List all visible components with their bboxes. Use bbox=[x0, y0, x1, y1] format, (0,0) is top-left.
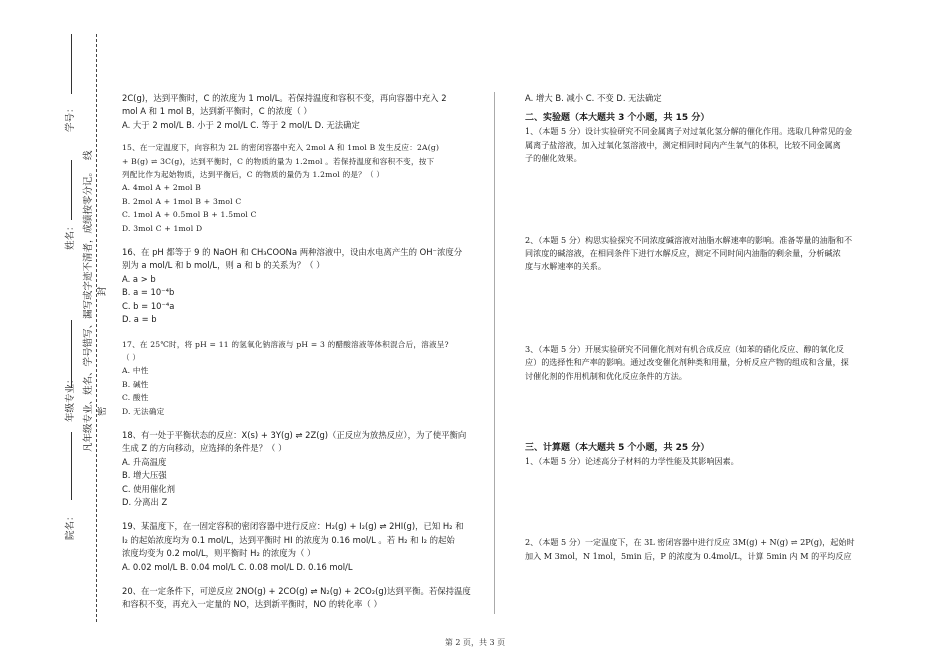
calc-1: 1、（本题 5 分）论述高分子材料的力学性能及其影响因素。 bbox=[525, 456, 739, 467]
question-19 bbox=[122, 520, 472, 574]
q19-line: I₂ 的起始浓度均为 0.1 mol/L，达到平衡时 HI 的浓度为 0.16 mol/L 。若 H₂ 和 I₂ 的起始 bbox=[122, 534, 455, 545]
q17-option: C. 酸性 bbox=[122, 393, 149, 403]
school-label: 院名： bbox=[65, 511, 76, 540]
experiment-2 bbox=[525, 234, 881, 274]
calc-2 bbox=[525, 536, 881, 563]
q17-line: （ ） bbox=[122, 352, 141, 362]
q16-option: D. a = b bbox=[122, 314, 157, 325]
q18-option: D. 分离出 Z bbox=[122, 496, 168, 507]
page-footer: 第 2 页，共 3 页 bbox=[444, 638, 506, 647]
section-3-title: 三、计算题（本大题共 5 个小题，共 25 分） bbox=[525, 443, 710, 454]
student-id-label: 学号： bbox=[65, 103, 76, 132]
q14-options: A. 大于 2 mol/L B. 小于 2 mol/L C. 等于 2 mol/L D. 无法确定 bbox=[122, 119, 360, 130]
exp2-line: 度与水解速率的关系。 bbox=[525, 261, 606, 272]
binding-margin bbox=[40, 32, 110, 622]
exp1-line: 子的催化效果。 bbox=[525, 153, 582, 164]
q15-line: 15、在一定温度下，向容积为 2L 的密闭容器中充入 2mol A 和 1mol B 发生反应：2A(g) bbox=[122, 143, 440, 153]
question-15 bbox=[122, 141, 472, 235]
q17-option: B. 碱性 bbox=[122, 379, 149, 389]
question-20 bbox=[122, 585, 472, 612]
right-column bbox=[525, 92, 881, 563]
q16-line: 别为 a mol/L 和 b mol/L，则 a 和 b 的关系为？（ ） bbox=[122, 260, 325, 271]
exp1-line: 属离子盐溶液，加入过氧化氢溶液中，测定相同时间内产生氧气的体积，比较不同金属离 bbox=[525, 139, 841, 150]
q18-line: 18、有一处于平衡状态的反应：X(s) + 3Y(g) ⇌ 2Z(g)（正反应为放热反应），为了使平衡向 bbox=[122, 429, 467, 440]
q17-option: A. 中性 bbox=[122, 366, 149, 376]
q15-line: 列配比作为起始物质，达到平衡后，C 的物质的量仍为 1.2mol 的是？（ ） bbox=[122, 170, 385, 180]
name-underline bbox=[71, 160, 72, 220]
q18-option: B. 增大压强 bbox=[122, 470, 167, 481]
q14-line: 2C(g)，达到平衡时，C 的浓度为 1 mol/L。若保持温度和容积不变，再向容器中充入 2 bbox=[122, 93, 447, 103]
q15-line: + B(g) ⇌ 3C(g)，达到平衡时，C 的物质的量为 1.2mol 。若保持温度和容积不变，按下 bbox=[122, 156, 435, 166]
name-label: 姓名： bbox=[65, 221, 76, 250]
secret-label: 密 bbox=[97, 406, 108, 416]
seal-label: 封 bbox=[97, 286, 108, 296]
exp3-line: 讨催化剂的作用机制和优化反应条件的方法。 bbox=[525, 370, 687, 381]
q17-option: D. 无法确定 bbox=[122, 406, 165, 416]
q20-options: A. 增大 B. 减小 C. 不变 D. 无法确定 bbox=[525, 93, 662, 103]
school-underline bbox=[71, 432, 72, 500]
exp2-line: 2、（本题 5 分）构思实验探究不同浓度碱溶液对油脂水解速率的影响。准备等量的油脂和不 bbox=[525, 234, 853, 245]
grade-underline bbox=[71, 320, 72, 388]
experiment-1 bbox=[525, 125, 881, 165]
q16-option: B. a = 10⁻⁴b bbox=[122, 287, 175, 298]
student-id-underline bbox=[71, 34, 72, 94]
question-16 bbox=[122, 246, 472, 326]
q19-line: 浓度均变为 0.2 mol/L，则平衡时 H₂ 的浓度为（ ） bbox=[122, 548, 316, 559]
exp3-line: 应）的选择性和产率的影响。通过改变催化剂种类和用量，分析反应产物的组成和含量，探 bbox=[525, 357, 849, 368]
q14-line: mol A 和 1 mol B，达到新平衡时，C 的浓度（ ） bbox=[122, 106, 312, 117]
q17-line: 17、在 25℃时，将 pH = 11 的氢氧化钠溶液与 pH = 3 的醋酸溶液等体积混合后，溶液呈? bbox=[122, 339, 449, 349]
section-2-title: 二、实验题（本大题共 3 个小题，共 15 分） bbox=[525, 113, 710, 124]
q20-line: 20、在一定条件下，可逆反应 2NO(g) + 2CO(g) ⇌ N₂(g) + 2CO₂(g)达到平衡。若保持温度 bbox=[122, 586, 471, 596]
binding-dashed-line bbox=[96, 34, 97, 622]
exp1-line: 1、（本题 5 分）设计实验研究不同金属离子对过氧化氢分解的催化作用。选取几种常见的金 bbox=[525, 126, 853, 137]
margin-instruction: 凡年级专业、姓名、学号错写、漏写或字迹不清者，成绩按零分记。 bbox=[83, 166, 94, 452]
q15-option: D. 3mol C + 1mol D bbox=[122, 223, 203, 233]
seal-line-label: 线 bbox=[83, 150, 94, 160]
q18-line: 生成 Z 的方向移动，应选择的条件是？（ ） bbox=[122, 443, 287, 454]
q15-option: A. 4mol A + 2mol B bbox=[122, 183, 202, 193]
experiment-3 bbox=[525, 343, 881, 383]
q16-line: 16、在 pH 都等于 9 的 NaOH 和 CH₃COONa 两种溶液中，设由水电离产生的 OH⁻浓度分 bbox=[122, 247, 463, 258]
calc2-line: 加入 M 3mol，N 1mol，5min 后，P 的浓度为 0.4mol/L，计算 5min 内 M 的平均反应 bbox=[525, 550, 852, 561]
q16-option: C. b = 10⁻⁴a bbox=[122, 300, 175, 311]
q15-option: B. 2mol A + 1mol B + 3mol C bbox=[122, 196, 242, 206]
column-divider bbox=[494, 92, 495, 614]
calc2-line: 2、（本题 5 分）一定温度下，在 3L 密闭容器中进行反应 3M(g) + N(g) ⇌ 2P(g)，起始时 bbox=[525, 537, 855, 548]
q19-options: A. 0.02 mol/L B. 0.04 mol/L C. 0.08 mol/L D. 0.16 mol/L bbox=[122, 561, 353, 572]
question-17 bbox=[122, 338, 472, 418]
grade-label: 年级专业： bbox=[65, 374, 76, 422]
q18-option: C. 使用催化剂 bbox=[122, 483, 176, 494]
question-18 bbox=[122, 429, 472, 509]
left-column bbox=[122, 92, 472, 612]
exp3-line: 3、（本题 5 分）开展实验研究不同催化剂对有机合成反应（如苯的硝化反应、醇的氧化反 bbox=[525, 343, 844, 354]
question-14-continued bbox=[122, 92, 472, 132]
q18-option: A. 升高温度 bbox=[122, 456, 167, 467]
q20-line: 和容积不变，再充入一定量的 NO，达到新平衡时，NO 的转化率（ ） bbox=[122, 599, 382, 610]
q16-option: A. a > b bbox=[122, 273, 156, 284]
q19-line: 19、某温度下，在一固定容积的密闭容器中进行反应：H₂(g) + I₂(g) ⇌ 2HI(g)，已知 H₂ 和 bbox=[122, 521, 464, 532]
q15-option: C. 1mol A + 0.5mol B + 1.5mol C bbox=[122, 210, 257, 220]
exp2-line: 同浓度的碱溶液，在相同条件下进行水解反应，测定不同时间内油脂的剩余量，分析碱浓 bbox=[525, 248, 841, 259]
